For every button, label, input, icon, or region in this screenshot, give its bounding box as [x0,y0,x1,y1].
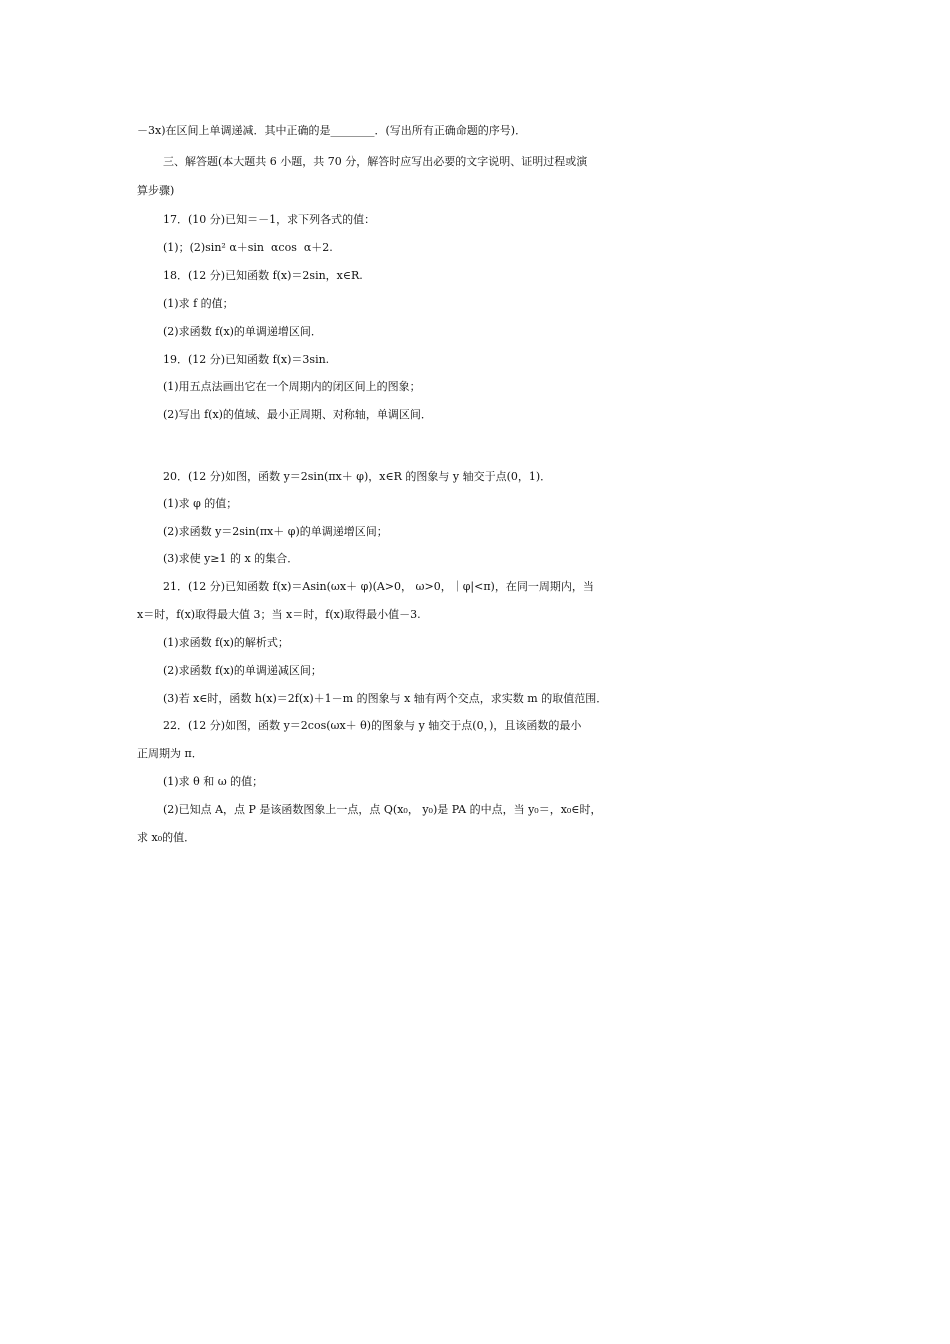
question-19: 19．(12 分)已知函数 f(x)＝3sin. [163,353,330,366]
text-line: 求 x₀的值． [137,831,196,844]
text-line: (3)若 x∈时，函数 h(x)＝2f(x)＋1－m 的图象与 x 轴有两个交点，求实数 m 的取值范围． [163,692,608,705]
text-line: (1)；(2)sin² α＋sin αcos α＋2. [163,241,333,254]
question-20: 20．(12 分)如图，函数 y＝2sin(πx＋ φ)，x∈R 的图象与 y 轴交于点(0，1)． [163,470,552,483]
text-line: (1)求 f 的值； [163,297,234,310]
text-line: (2)写出 f(x)的值域、最小正周期、对称轴，单调区间． [163,408,432,421]
question-22: 22．(12 分)如图，函数 y＝2cos(ωx＋ θ)的图象与 y 轴交于点(0，)，且该函数的最小 [163,719,582,732]
text-line: (1)求 θ 和 ω 的值； [163,775,264,788]
text-line: (2)求函数 f(x)的单调递减区间； [163,664,322,677]
text-line: (1)求函数 f(x)的解析式； [163,636,289,649]
text-line: (1)求 φ 的值； [163,497,238,510]
text-line: (2)求函数 y＝2sin(πx＋ φ)的单调递增区间； [163,525,388,538]
question-18: 18．(12 分)已知函数 f(x)＝2sin，x∈R. [163,269,363,282]
text-line: (3)求使 y≥1 的 x 的集合． [163,552,299,565]
text-line: 正周期为 π． [137,747,203,760]
text-line: (2)求函数 f(x)的单调递增区间． [163,325,322,338]
text-line: (1)用五点法画出它在一个周期内的闭区间上的图象； [163,380,421,393]
text-line: (2)已知点 A，点 P 是该函数图象上一点，点 Q(x₀， y₀)是 PA 的中点，当 y₀＝，x₀∈时， [163,803,602,816]
question-21: 21．(12 分)已知函数 f(x)＝Asin(ωx＋ φ)(A>0， ω>0，｜φ|<π)，在同一周期内，当 [163,580,594,593]
question-17: 17．(10 分)已知＝－1，求下列各式的值： [163,213,376,226]
text-line: －3x)在区间上单调递减．其中正确的是________．(写出所有正确命题的序号)． [137,124,527,137]
text-line: 算步骤) [137,184,175,197]
section-heading: 三、解答题(本大题共 6 小题，共 70 分，解答时应写出必要的文字说明、证明过程或演 [163,155,588,168]
text-line: x＝时，f(x)取得最大值 3；当 x＝时，f(x)取得最小值－3. [137,608,421,621]
